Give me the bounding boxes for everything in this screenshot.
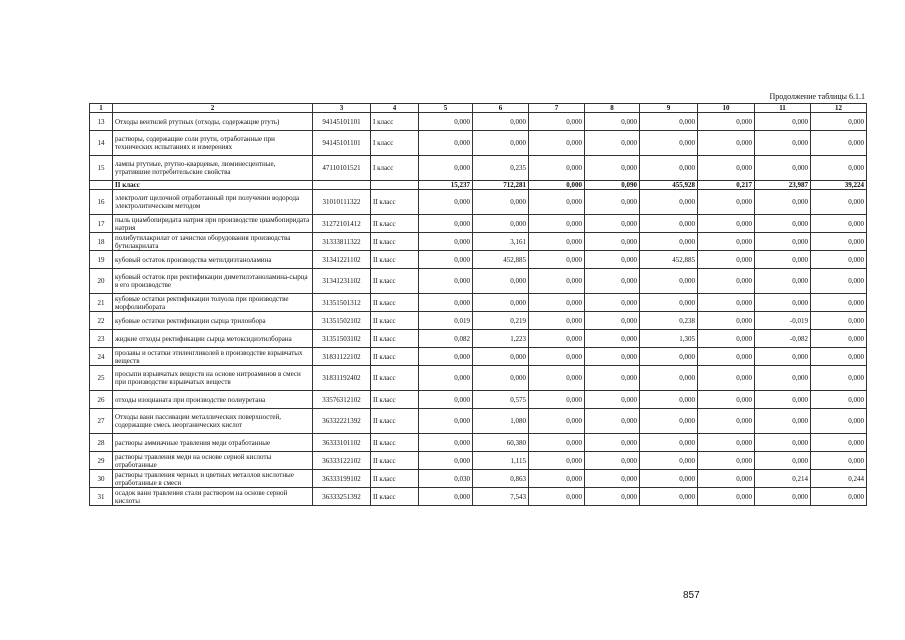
row-number: 14 bbox=[90, 131, 113, 156]
value-cell: 0,000 bbox=[698, 294, 755, 312]
value-cell: 0,000 bbox=[640, 348, 698, 366]
value-cell: 0,000 bbox=[419, 113, 473, 131]
value-cell: 712,281 bbox=[473, 181, 529, 190]
value-cell: 0,000 bbox=[585, 391, 640, 409]
row-number: 22 bbox=[90, 312, 113, 330]
value-cell: 0,000 bbox=[473, 366, 529, 391]
value-cell: 0,000 bbox=[585, 215, 640, 233]
waste-code: 31010111322 bbox=[313, 190, 371, 215]
value-cell: 1,080 bbox=[473, 409, 529, 434]
value-cell: 0,000 bbox=[755, 156, 811, 181]
value-cell: 0,000 bbox=[640, 190, 698, 215]
value-cell: 0,000 bbox=[755, 391, 811, 409]
value-cell: 0,000 bbox=[755, 215, 811, 233]
value-cell: 0,000 bbox=[755, 113, 811, 131]
waste-name: просыпи взрывчатых веществ на основе нитроаминов в смеси при производстве взрывчатых веществ bbox=[113, 366, 313, 391]
value-cell: 0,000 bbox=[529, 470, 585, 488]
value-cell: 0,000 bbox=[419, 434, 473, 452]
row-number: 23 bbox=[90, 330, 113, 348]
value-cell: -0,019 bbox=[755, 312, 811, 330]
header-cell: 6 bbox=[473, 104, 529, 113]
value-cell: 0,000 bbox=[419, 452, 473, 470]
row-number: 20 bbox=[90, 269, 113, 294]
value-cell: 0,000 bbox=[698, 391, 755, 409]
value-cell: 0,000 bbox=[640, 269, 698, 294]
value-cell: 0,000 bbox=[755, 488, 811, 506]
value-cell: 0,000 bbox=[473, 190, 529, 215]
class-total-label: II класс bbox=[113, 181, 313, 190]
value-cell: 0,000 bbox=[811, 330, 867, 348]
value-cell: 0,000 bbox=[473, 215, 529, 233]
table-row bbox=[90, 366, 867, 391]
value-cell: 0,000 bbox=[811, 233, 867, 251]
value-cell: 0,863 bbox=[473, 470, 529, 488]
waste-name: кубовые остатки ректификации толуола при производстве морфолинбората bbox=[113, 294, 313, 312]
table-row bbox=[90, 434, 867, 452]
value-cell: 0,000 bbox=[529, 233, 585, 251]
value-cell: 0,000 bbox=[755, 452, 811, 470]
value-cell: 0,000 bbox=[585, 488, 640, 506]
table-row bbox=[90, 294, 867, 312]
table-row bbox=[90, 215, 867, 233]
value-cell: 0,000 bbox=[585, 190, 640, 215]
value-cell: 0,000 bbox=[811, 294, 867, 312]
hazard-class: II класс bbox=[371, 294, 419, 312]
row-number: 30 bbox=[90, 470, 113, 488]
value-cell: 0,000 bbox=[755, 251, 811, 269]
value-cell: 0,090 bbox=[585, 181, 640, 190]
value-cell: 0,000 bbox=[811, 434, 867, 452]
row-number: 19 bbox=[90, 251, 113, 269]
value-cell: 0,000 bbox=[640, 452, 698, 470]
value-cell: 0,000 bbox=[585, 348, 640, 366]
table-row bbox=[90, 190, 867, 215]
waste-name: полибутилакрилат от зачистки оборудования производства бутилакрилата bbox=[113, 233, 313, 251]
value-cell: 0,000 bbox=[698, 434, 755, 452]
page-number: 857 bbox=[683, 590, 700, 601]
table-row bbox=[90, 348, 867, 366]
row-number: 13 bbox=[90, 113, 113, 131]
table-row bbox=[90, 269, 867, 294]
value-cell: 0,000 bbox=[811, 113, 867, 131]
waste-code: 47110101521 bbox=[313, 156, 371, 181]
hazard-class: II класс bbox=[371, 348, 419, 366]
waste-name: кубовые остатки ректификации сырца трилонбора bbox=[113, 312, 313, 330]
value-cell: 0,000 bbox=[640, 233, 698, 251]
header-cell: 11 bbox=[755, 104, 811, 113]
hazard-class: II класс bbox=[371, 391, 419, 409]
row-number: 18 bbox=[90, 233, 113, 251]
value-cell: 0,000 bbox=[473, 294, 529, 312]
value-cell: 0,000 bbox=[473, 113, 529, 131]
hazard-class: II класс bbox=[371, 312, 419, 330]
value-cell: 455,928 bbox=[640, 181, 698, 190]
value-cell: 0,000 bbox=[698, 348, 755, 366]
continuation-label: Продолжение таблицы 6.1.1 bbox=[769, 92, 865, 101]
value-cell: 0,000 bbox=[529, 330, 585, 348]
value-cell: 0,000 bbox=[755, 409, 811, 434]
hazard-class: II класс bbox=[371, 190, 419, 215]
value-cell: 0,000 bbox=[419, 488, 473, 506]
waste-code: 31341231102 bbox=[313, 269, 371, 294]
value-cell: 0,000 bbox=[640, 434, 698, 452]
value-cell: 0,000 bbox=[698, 113, 755, 131]
waste-name: Отходы вентилей ртутных (отходы, содержащие ртуть) bbox=[113, 113, 313, 131]
value-cell: 0,000 bbox=[585, 251, 640, 269]
value-cell: 0,000 bbox=[811, 190, 867, 215]
value-cell: 0,000 bbox=[755, 131, 811, 156]
value-cell: 0,000 bbox=[640, 488, 698, 506]
value-cell: 0,000 bbox=[755, 366, 811, 391]
value-cell: 0,000 bbox=[419, 251, 473, 269]
table-row bbox=[90, 251, 867, 269]
waste-name: растворы аммиачные травления меди отработанные bbox=[113, 434, 313, 452]
value-cell: 0,000 bbox=[585, 366, 640, 391]
header-cell: 4 bbox=[371, 104, 419, 113]
waste-name: жидкие отходы ректификации сырца метоксидиэтилборана bbox=[113, 330, 313, 348]
value-cell: 0,000 bbox=[585, 233, 640, 251]
hazard-class: I класс bbox=[371, 156, 419, 181]
value-cell: 0,000 bbox=[698, 215, 755, 233]
value-cell: 0,000 bbox=[698, 366, 755, 391]
value-cell: 0,000 bbox=[811, 269, 867, 294]
waste-code: 31272101412 bbox=[313, 215, 371, 233]
waste-name: кубовый остаток при ректификации диметилэтаноламина-сырца в его производстве bbox=[113, 269, 313, 294]
hazard-class: II класс bbox=[371, 470, 419, 488]
value-cell: 39,224 bbox=[811, 181, 867, 190]
value-cell: 0,000 bbox=[529, 409, 585, 434]
value-cell: 0,000 bbox=[755, 294, 811, 312]
waste-code: 36333251392 bbox=[313, 488, 371, 506]
waste-code: 36332221392 bbox=[313, 409, 371, 434]
header-cell: 5 bbox=[419, 104, 473, 113]
row-number: 17 bbox=[90, 215, 113, 233]
waste-name: пролавы и остатки этиленгликолей в производстве взрывчатых веществ bbox=[113, 348, 313, 366]
value-cell: 0,000 bbox=[698, 488, 755, 506]
waste-name: электролит щелочной отработанный при получении водорода электролитическим методом bbox=[113, 190, 313, 215]
waste-code: 94145101101 bbox=[313, 131, 371, 156]
row-class bbox=[371, 181, 419, 190]
value-cell: -0,082 bbox=[755, 330, 811, 348]
value-cell: 0,000 bbox=[698, 233, 755, 251]
value-cell: 0,000 bbox=[585, 409, 640, 434]
value-cell: 0,000 bbox=[640, 391, 698, 409]
value-cell: 0,000 bbox=[529, 251, 585, 269]
hazard-class: II класс bbox=[371, 251, 419, 269]
waste-code: 31351503102 bbox=[313, 330, 371, 348]
value-cell: 0,000 bbox=[640, 131, 698, 156]
value-cell: 0,000 bbox=[585, 113, 640, 131]
value-cell: 0,000 bbox=[419, 233, 473, 251]
value-cell: 0,000 bbox=[529, 312, 585, 330]
table-row bbox=[90, 312, 867, 330]
value-cell: 0,000 bbox=[529, 434, 585, 452]
value-cell: 0,000 bbox=[529, 113, 585, 131]
value-cell: 0,000 bbox=[419, 294, 473, 312]
value-cell: 0,000 bbox=[640, 470, 698, 488]
value-cell: 0,000 bbox=[529, 131, 585, 156]
value-cell: 0,000 bbox=[419, 409, 473, 434]
value-cell: 0,000 bbox=[811, 409, 867, 434]
hazard-class: II класс bbox=[371, 330, 419, 348]
header-cell: 9 bbox=[640, 104, 698, 113]
value-cell: 0,000 bbox=[640, 113, 698, 131]
value-cell: 0,000 bbox=[419, 348, 473, 366]
table-row bbox=[90, 488, 867, 506]
value-cell: 0,082 bbox=[419, 330, 473, 348]
value-cell: 0,000 bbox=[640, 409, 698, 434]
value-cell: 0,000 bbox=[811, 488, 867, 506]
row-number: 15 bbox=[90, 156, 113, 181]
value-cell: 1,305 bbox=[640, 330, 698, 348]
value-cell: 0,219 bbox=[473, 312, 529, 330]
hazard-class: II класс bbox=[371, 215, 419, 233]
value-cell: 0,000 bbox=[585, 294, 640, 312]
header-cell: 7 bbox=[529, 104, 585, 113]
waste-name: лампы ртутные, ртутно-кварцевые, люминесцентные, утратившие потребительские свойства bbox=[113, 156, 313, 181]
value-cell: 0,000 bbox=[529, 391, 585, 409]
value-cell: 452,885 bbox=[640, 251, 698, 269]
value-cell: 0,000 bbox=[585, 269, 640, 294]
value-cell: 0,000 bbox=[473, 131, 529, 156]
value-cell: 0,030 bbox=[419, 470, 473, 488]
value-cell: 0,235 bbox=[473, 156, 529, 181]
value-cell: 0,214 bbox=[755, 470, 811, 488]
row-code bbox=[313, 181, 371, 190]
row-number: 29 bbox=[90, 452, 113, 470]
value-cell: 60,380 bbox=[473, 434, 529, 452]
value-cell: 0,000 bbox=[419, 391, 473, 409]
value-cell: 0,000 bbox=[529, 294, 585, 312]
header-cell: 2 bbox=[113, 104, 313, 113]
value-cell: 0,000 bbox=[755, 190, 811, 215]
value-cell: 0,000 bbox=[419, 190, 473, 215]
header-cell: 1 bbox=[90, 104, 113, 113]
hazard-class: II класс bbox=[371, 233, 419, 251]
value-cell: 0,000 bbox=[811, 452, 867, 470]
value-cell: 0,000 bbox=[755, 348, 811, 366]
row-number: 24 bbox=[90, 348, 113, 366]
value-cell: 0,000 bbox=[585, 156, 640, 181]
value-cell: 0,244 bbox=[811, 470, 867, 488]
value-cell: 452,885 bbox=[473, 251, 529, 269]
value-cell: 0,000 bbox=[640, 156, 698, 181]
hazard-class: II класс bbox=[371, 452, 419, 470]
value-cell: 0,000 bbox=[698, 330, 755, 348]
value-cell: 0,000 bbox=[698, 470, 755, 488]
value-cell: 0,238 bbox=[640, 312, 698, 330]
value-cell: 0,000 bbox=[811, 366, 867, 391]
table-row bbox=[90, 330, 867, 348]
hazard-class: II класс bbox=[371, 366, 419, 391]
waste-code: 31341221102 bbox=[313, 251, 371, 269]
waste-name: кубовый остаток производства метилдиэтаноламина bbox=[113, 251, 313, 269]
row-number: 25 bbox=[90, 366, 113, 391]
value-cell: 0,000 bbox=[755, 434, 811, 452]
row-number: 31 bbox=[90, 488, 113, 506]
table-row bbox=[90, 409, 867, 434]
value-cell: 0,000 bbox=[811, 251, 867, 269]
value-cell: 0,000 bbox=[698, 312, 755, 330]
value-cell: 0,000 bbox=[811, 391, 867, 409]
value-cell: 0,000 bbox=[698, 269, 755, 294]
header-cell: 10 bbox=[698, 104, 755, 113]
value-cell: 0,000 bbox=[419, 131, 473, 156]
row-number bbox=[90, 181, 113, 190]
value-cell: 0,000 bbox=[811, 348, 867, 366]
value-cell: 0,000 bbox=[585, 312, 640, 330]
hazard-class: II класс bbox=[371, 409, 419, 434]
waste-name: осадок ванн травления стали раствором на основе серной кислоты bbox=[113, 488, 313, 506]
value-cell: 0,000 bbox=[419, 215, 473, 233]
value-cell: 0,000 bbox=[585, 470, 640, 488]
hazard-class: I класс bbox=[371, 113, 419, 131]
value-cell: 0,000 bbox=[419, 156, 473, 181]
value-cell: 0,000 bbox=[529, 181, 585, 190]
waste-code: 36333122102 bbox=[313, 452, 371, 470]
table-row bbox=[90, 391, 867, 409]
value-cell: 0,217 bbox=[698, 181, 755, 190]
value-cell: 1,115 bbox=[473, 452, 529, 470]
row-number: 28 bbox=[90, 434, 113, 452]
value-cell: 1,223 bbox=[473, 330, 529, 348]
value-cell: 0,000 bbox=[698, 156, 755, 181]
hazard-class: II класс bbox=[371, 269, 419, 294]
waste-code: 31831192402 bbox=[313, 366, 371, 391]
value-cell: 0,000 bbox=[529, 348, 585, 366]
value-cell: 0,000 bbox=[529, 452, 585, 470]
table-row bbox=[90, 113, 867, 131]
value-cell: 0,000 bbox=[419, 366, 473, 391]
value-cell: 0,000 bbox=[585, 131, 640, 156]
waste-name: отходы изоцианата при производстве полиуретана bbox=[113, 391, 313, 409]
value-cell: 0,000 bbox=[585, 434, 640, 452]
value-cell: 0,000 bbox=[811, 215, 867, 233]
value-cell: 0,000 bbox=[585, 330, 640, 348]
value-cell: 0,000 bbox=[529, 215, 585, 233]
waste-code: 36333101102 bbox=[313, 434, 371, 452]
row-number: 27 bbox=[90, 409, 113, 434]
value-cell: 0,000 bbox=[811, 312, 867, 330]
hazard-class: II класс bbox=[371, 488, 419, 506]
waste-code: 33576312102 bbox=[313, 391, 371, 409]
value-cell: 7,543 bbox=[473, 488, 529, 506]
class-total-row bbox=[90, 181, 867, 190]
value-cell: 0,000 bbox=[698, 131, 755, 156]
waste-code: 31333811322 bbox=[313, 233, 371, 251]
table-row bbox=[90, 131, 867, 156]
row-number: 16 bbox=[90, 190, 113, 215]
value-cell: 0,000 bbox=[811, 131, 867, 156]
hazard-class: II класс bbox=[371, 434, 419, 452]
header-cell: 8 bbox=[585, 104, 640, 113]
value-cell: 15,237 bbox=[419, 181, 473, 190]
value-cell: 0,000 bbox=[529, 190, 585, 215]
row-number: 21 bbox=[90, 294, 113, 312]
waste-name: растворы, содержащие соли ртути, отработанные при технических испытаниях и измерениях bbox=[113, 131, 313, 156]
value-cell: 0,000 bbox=[529, 156, 585, 181]
value-cell: 0,000 bbox=[698, 251, 755, 269]
waste-name: пыль циамбопиридата натрия при производстве циамбопиридата натрия bbox=[113, 215, 313, 233]
header-cell: 12 bbox=[811, 104, 867, 113]
waste-code: 31351501312 bbox=[313, 294, 371, 312]
waste-name: Отходы ванн пассивации металлических поверхностей, содержащие смесь неорганических кислот bbox=[113, 409, 313, 434]
table-row bbox=[90, 452, 867, 470]
value-cell: 0,000 bbox=[473, 269, 529, 294]
table-row bbox=[90, 233, 867, 251]
waste-code: 36333199102 bbox=[313, 470, 371, 488]
waste-name: растворы травления черных и цветных металлов кислотные отработанные в смеси bbox=[113, 470, 313, 488]
hazard-class: I класс bbox=[371, 131, 419, 156]
value-cell: 0,000 bbox=[811, 156, 867, 181]
value-cell: 0,000 bbox=[419, 269, 473, 294]
table-row bbox=[90, 156, 867, 181]
row-number: 26 bbox=[90, 391, 113, 409]
value-cell: 23,987 bbox=[755, 181, 811, 190]
waste-code: 31351502102 bbox=[313, 312, 371, 330]
value-cell: 0,000 bbox=[640, 215, 698, 233]
value-cell: 0,000 bbox=[698, 190, 755, 215]
value-cell: 0,000 bbox=[529, 488, 585, 506]
value-cell: 0,000 bbox=[585, 452, 640, 470]
value-cell: 0,019 bbox=[419, 312, 473, 330]
value-cell: 0,000 bbox=[640, 366, 698, 391]
table-row bbox=[90, 470, 867, 488]
value-cell: 0,000 bbox=[698, 452, 755, 470]
header-row bbox=[90, 104, 867, 113]
value-cell: 0,000 bbox=[698, 409, 755, 434]
value-cell: 0,000 bbox=[640, 294, 698, 312]
waste-code: 94145101101 bbox=[313, 113, 371, 131]
waste-table bbox=[89, 103, 867, 506]
header-cell: 3 bbox=[313, 104, 371, 113]
value-cell: 0,000 bbox=[755, 233, 811, 251]
value-cell: 0,000 bbox=[529, 366, 585, 391]
value-cell: 0,000 bbox=[529, 269, 585, 294]
value-cell: 0,575 bbox=[473, 391, 529, 409]
waste-name: растворы травления меди на основе серной кислоты отработанные bbox=[113, 452, 313, 470]
value-cell: 0,000 bbox=[473, 348, 529, 366]
value-cell: 3,161 bbox=[473, 233, 529, 251]
waste-code: 31831122102 bbox=[313, 348, 371, 366]
value-cell: 0,000 bbox=[755, 269, 811, 294]
